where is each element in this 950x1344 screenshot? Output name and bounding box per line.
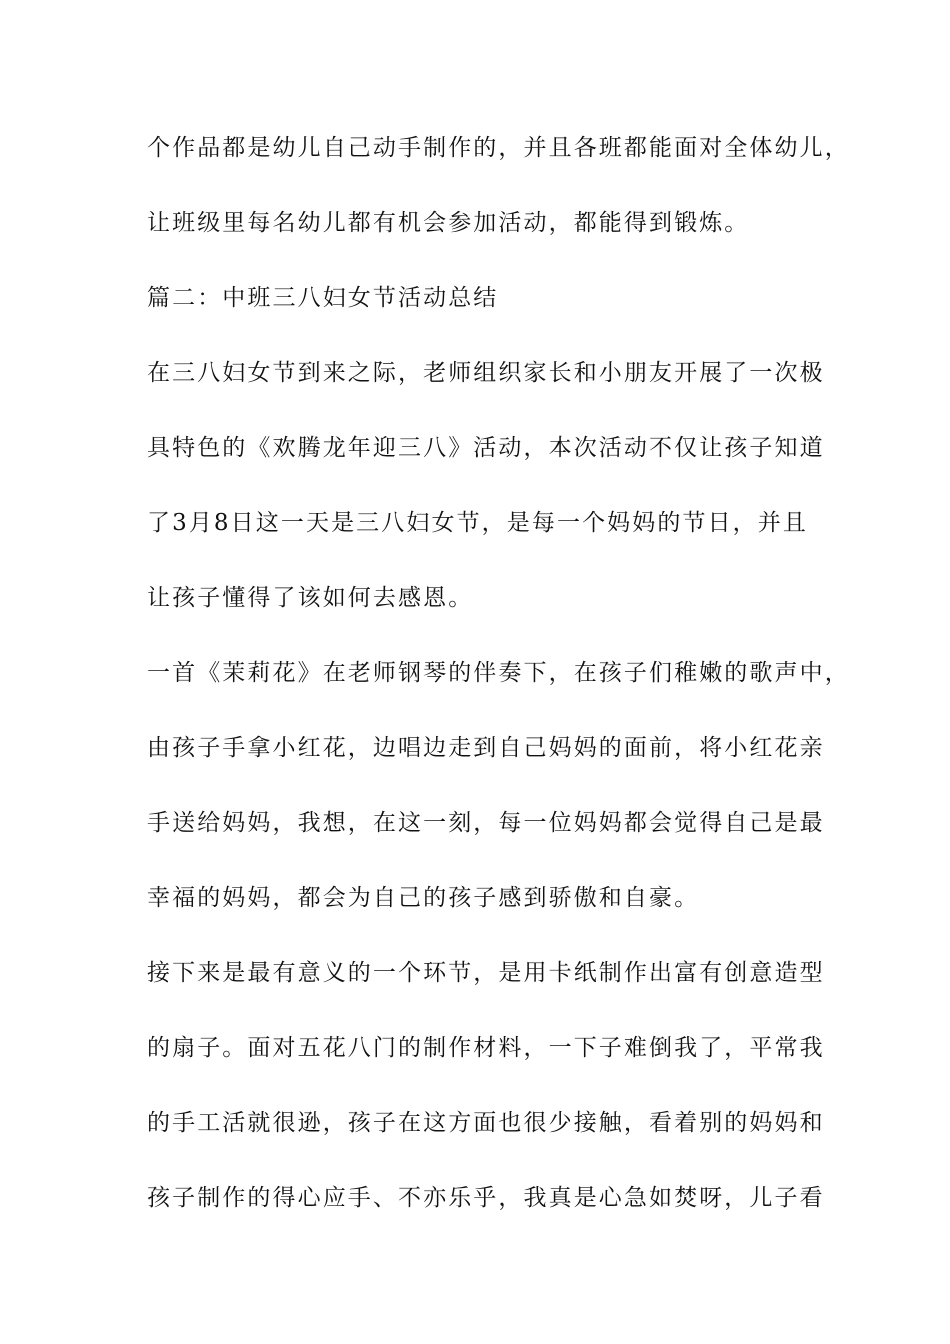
text-line-2: 让班级里每名幼儿都有机会参加活动，都能得到锻炼。 — [147, 210, 750, 236]
text-line-8: 一首《茉莉花》在老师钢琴的伴奏下，在孩子们稚嫩的歌声中， — [147, 660, 850, 686]
text-line-7: 让孩子懂得了该如何去感恩。 — [147, 585, 474, 611]
text-line-11: 幸福的妈妈，都会为自己的孩子感到骄傲和自豪。 — [147, 885, 700, 911]
text-line-15: 孩子制作的得心应手、不亦乐乎，我真是心急如焚呀，儿子看 — [147, 1185, 825, 1211]
text-line-12: 接下来是最有意义的一个环节，是用卡纸制作出富有创意造型 — [147, 960, 825, 986]
text-line-6: 了3月8日这一天是三八妇女节，是每一个妈妈的节日，并且 — [147, 510, 808, 536]
text-line-4: 在三八妇女节到来之际，老师组织家长和小朋友开展了一次极 — [147, 360, 825, 386]
text-line-14: 的手工活就很逊，孩子在这方面也很少接触，看着别的妈妈和 — [147, 1110, 825, 1136]
text-line-10: 手送给妈妈，我想，在这一刻，每一位妈妈都会觉得自己是最 — [147, 810, 825, 836]
text-line-5: 具特色的《欢腾龙年迎三八》活动，本次活动不仅让孩子知道 — [147, 435, 825, 461]
text-line-1: 个作品都是幼儿自己动手制作的，并且各班都能面对全体幼儿， — [147, 135, 850, 161]
text-line-9: 由孩子手拿小红花，边唱边走到自己妈妈的面前，将小红花亲 — [147, 735, 825, 761]
section-heading: 篇二：中班三八妇女节活动总结 — [147, 285, 499, 311]
text-line-13: 的扇子。面对五花八门的制作材料，一下子难倒我了，平常我 — [147, 1035, 825, 1061]
